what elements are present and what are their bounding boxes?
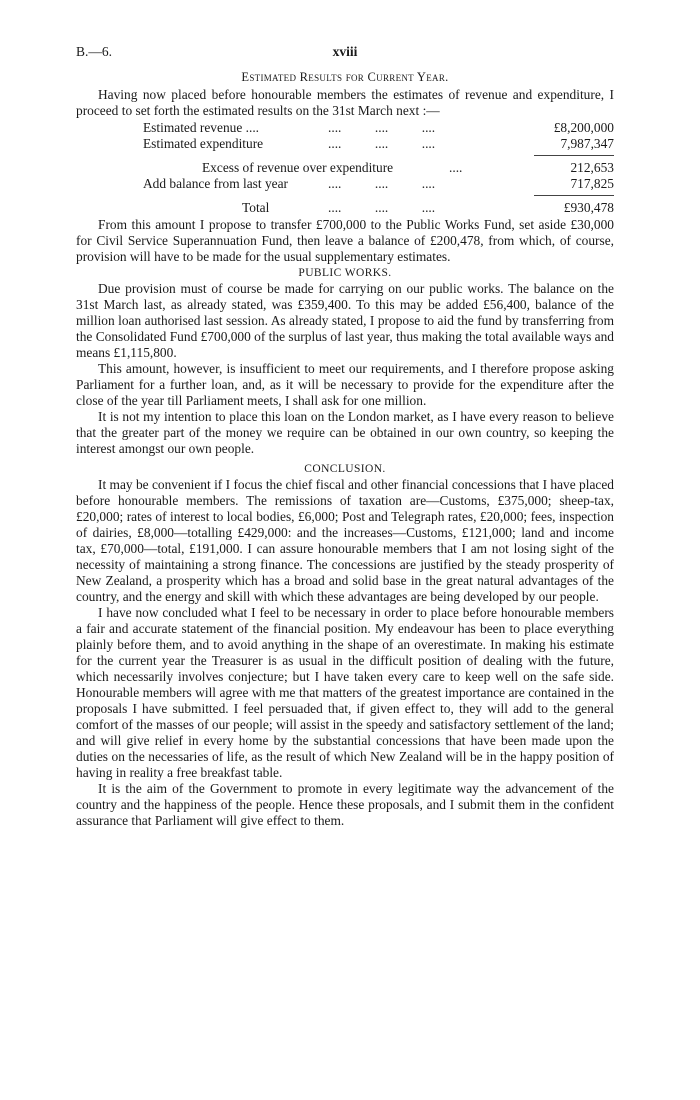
page-header xyxy=(76,44,614,64)
results-table xyxy=(76,120,614,216)
page-number: xviii xyxy=(332,44,358,59)
table-row xyxy=(76,200,614,216)
paragraph: This amount, however, is insufficient to meet our requirements, and I therefore propose asking Parliament for a further loan, and, as it will be necessary to provide for the expenditure after the close of the year till Parliament meets, I shall ask for one million. xyxy=(76,361,614,408)
row-label: Total xyxy=(242,200,270,215)
paragraph: From this amount I propose to transfer £700,000 to the Public Works Fund, set aside £30,000 for Civil Service Superannuation Fund, then leave a balance of £200,478, from which, of course, provision will have to be made for the usual supplementary estimates. xyxy=(76,217,614,264)
table-row xyxy=(76,160,614,176)
row-amount: £8,200,000 xyxy=(553,120,614,135)
document-code: B.—6. xyxy=(76,44,113,59)
paragraph: It is not my intention to place this loan on the London market, as I have every reason to believe that the greater part of the money we require can be obtained in our own country, so keeping the interest amongst our own people. xyxy=(76,409,614,456)
row-leader: .... .... .... xyxy=(328,136,436,151)
rule-line xyxy=(534,195,614,196)
row-amount: 7,987,347 xyxy=(560,136,614,151)
paragraph: It is the aim of the Government to promote in every legitimate way the advancement of the country and the happiness of the people. Hence these proposals, and I submit them in the confident assurance that Parliament will give effect to them. xyxy=(76,781,614,828)
row-leader: .... .... .... xyxy=(328,176,436,191)
row-label: Estimated revenue .... xyxy=(143,120,260,135)
row-amount: 717,825 xyxy=(570,176,614,191)
table-row xyxy=(76,136,614,152)
section-title-public-works: PUBLIC WORKS. xyxy=(298,267,392,279)
section-title-conclusion: CONCLUSION. xyxy=(304,463,386,475)
table-row xyxy=(76,176,614,192)
row-label: Excess of revenue over expenditure xyxy=(202,160,394,175)
section-title-estimated-results: Estimated Results for Current Year. xyxy=(241,70,449,84)
row-leader: .... .... .... xyxy=(328,200,436,215)
row-amount: 212,653 xyxy=(570,160,614,175)
rule-line xyxy=(534,155,614,156)
paragraph: Due provision must of course be made for carrying on our public works. The balance on the 31st March last, as already stated, was £359,400. To this may be added £56,400, balance of the million loan authorised last session. As already stated, I propose to aid the fund by transferring from the Consolidated Fund £700,000 of the surplus of last year, thus making the total available ways and means £1,115,800. xyxy=(76,281,614,360)
paragraph: It may be convenient if I focus the chief fiscal and other financial concessions that I have placed before honourable members. The remissions of taxation are—Customs, £375,000; sheep-tax, £20,000; rates of interest to local bodies, £6,000; Post and Telegraph rates, £20,000; fees, inspection of dairies, £8,000—totalling £429,000: and the increases—Customs, £121,000; land and income tax, £70,000—total, £191,000. I can assure honourable members that I am not losing sight of the necessity of maintaining a strong finance. The concessions are justified by the steady prosperity of New Zealand, a prosperity which has a broad and solid base in the great natural advantages of the country, and the energy and skill with which these advantages are being developed by our people. xyxy=(76,477,614,604)
row-amount: £930,478 xyxy=(563,200,614,215)
row-label: Estimated expenditure xyxy=(143,136,264,151)
paragraph: Having now placed before honourable members the estimates of revenue and expenditure, I proceed to set forth the estimated results on the 31st March next :— xyxy=(76,87,614,118)
row-leader: .... .... .... xyxy=(328,120,436,135)
document-page xyxy=(76,44,614,829)
row-label: Add balance from last year xyxy=(143,176,289,191)
paragraph: I have now concluded what I feel to be necessary in order to place before honourable members a fair and accurate statement of the financial position. My endeavour has been to place everything plainly before them, and to avoid anything in the shape of an overestimate. In making his estimate for the current year the Treasurer is as usual in the difficult position of dealing with the future, which necessarily involves conjecture; but I have taken every care to keep well on the safe side. Honourable members will agree with me that matters of the greatest importance are contained in the proposals I have submitted. I feel persuaded that, if given effect to, they will add to the general comfort of the masses of our people; will assist in the speedy and satisfactory settlement of the land; and will give relief in every home by the substantial concessions that have been made upon the duties on the necessaries of life, as the result of which New Zealand will be in the happy position of having in reality a free breakfast table. xyxy=(76,605,614,780)
table-row xyxy=(76,120,614,136)
row-leader: .... xyxy=(449,160,463,175)
